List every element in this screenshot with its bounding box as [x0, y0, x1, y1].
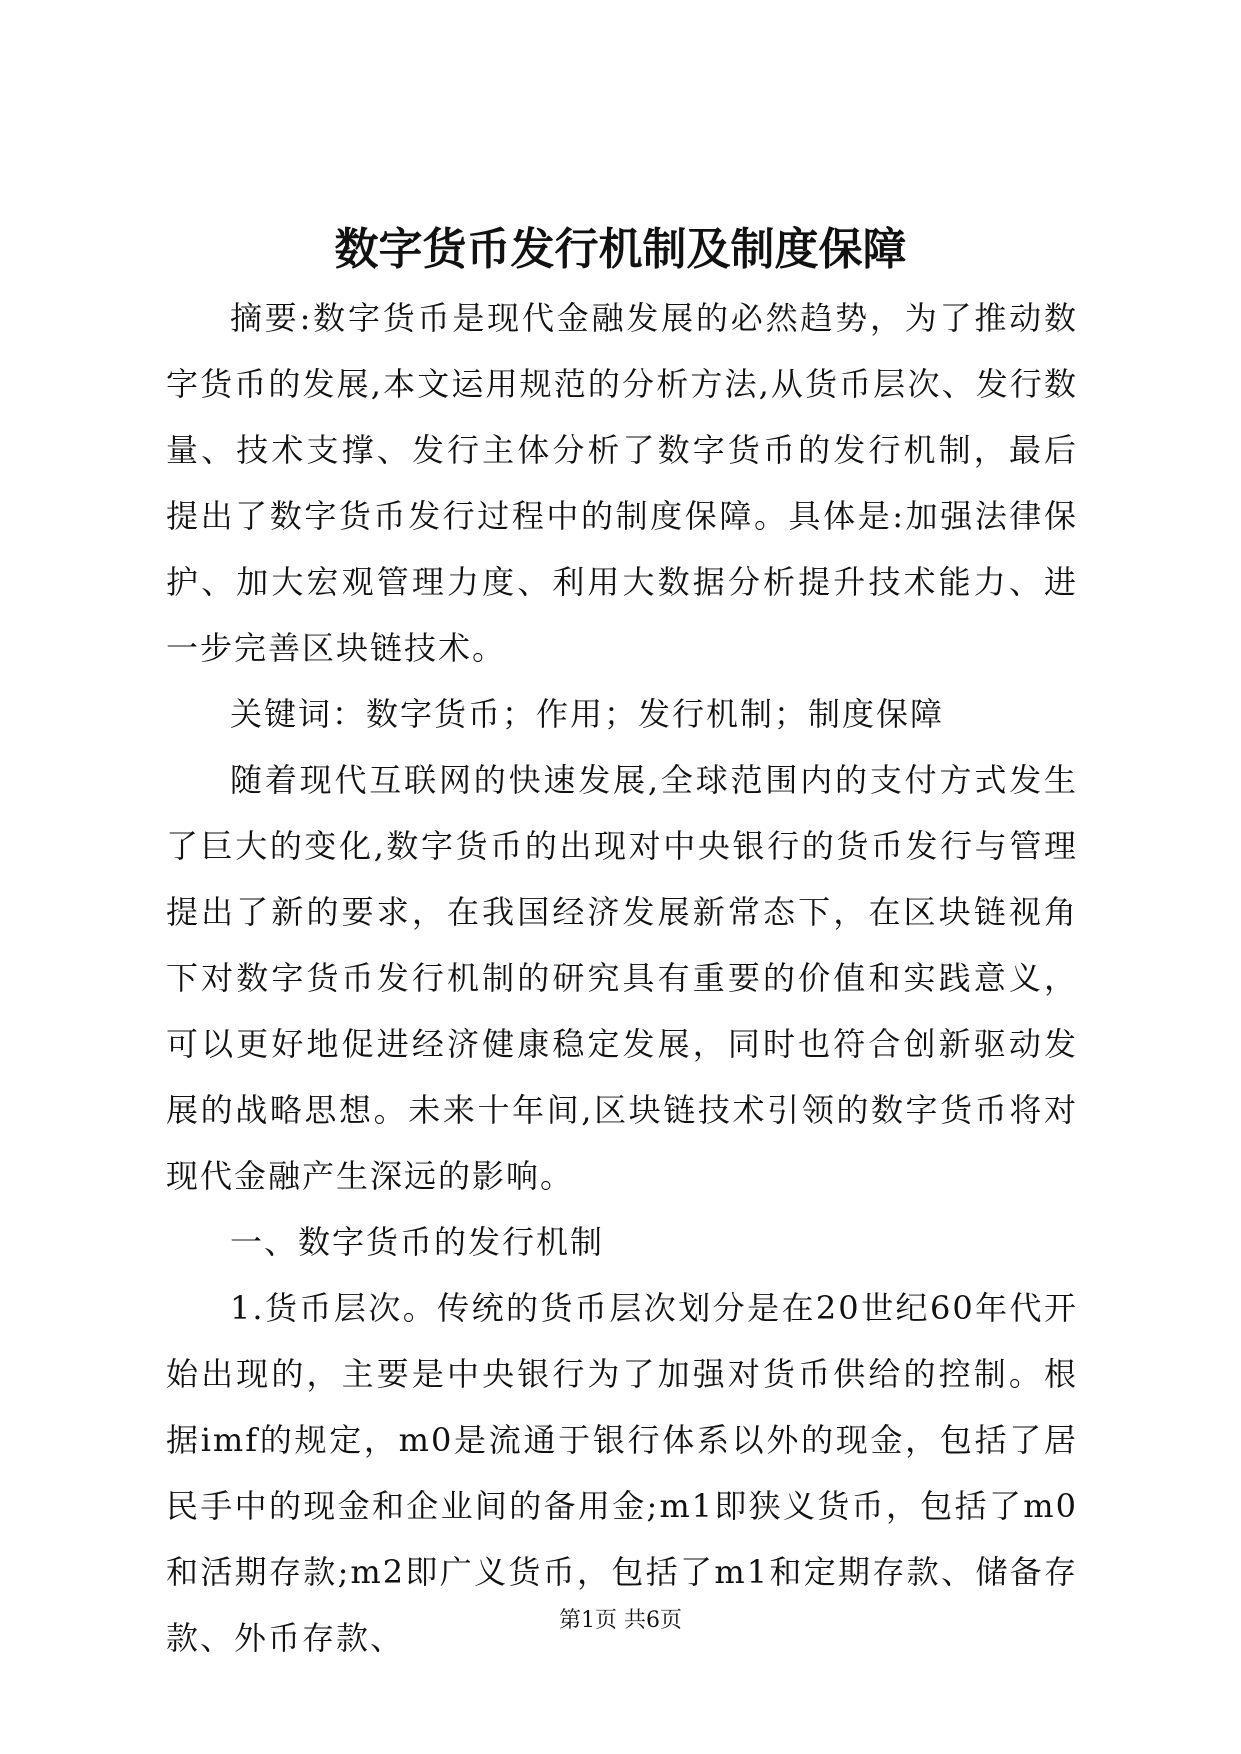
document-title: 数字货币发行机制及制度保障	[334, 224, 907, 275]
page-footer: 第1页 共6页	[559, 1608, 682, 1633]
keywords-paragraph: 关键词：数字货币；作用；发行机制；制度保障	[230, 695, 945, 733]
abstract-paragraph: 摘要:数字货币是现代金融发展的必然趋势，为了推动数字货币的发展,本文运用规范的分析方法,从货币层次、发行数量、技术支撑、发行主体分析了数字货币的发行机制，最后提出了数字货币发行过程中的制度保障。具体是:加强法律保护、加大宏观管理力度、利用大数据分析提升技术能力、进一步完善区块链技术。	[166, 299, 1078, 667]
intro-paragraph: 随着现代互联网的快速发展,全球范围内的支付方式发生了巨大的变化,数字货币的出现对中央银行的货币发行与管理提出了新的要求，在我国经济发展新常态下，在区块链视角下对数字货币发行机制的研究具有重要的价值和实践意义，可以更好地促进经济健康稳定发展，同时也符合创新驱动发展的战略思想。未来十年间,区块链技术引领的数字货币将对现代金融产生深远的影响。	[166, 761, 1078, 1195]
section-heading: 一、数字货币的发行机制	[230, 1223, 605, 1261]
money-level-paragraph: 1.货币层次。传统的货币层次划分是在20世纪60年代开始出现的，主要是中央银行为了加强对货币供给的控制。根据imf的规定，m0是流通于银行体系以外的现金，包括了居民手中的现金和企业间的备用金;m1即狭义货币，包括了m0和活期存款;m2即广义货币，包括了m1和定期存款、储备存款、外币存款、	[166, 1289, 1078, 1657]
document-body	[166, 285, 1078, 1671]
